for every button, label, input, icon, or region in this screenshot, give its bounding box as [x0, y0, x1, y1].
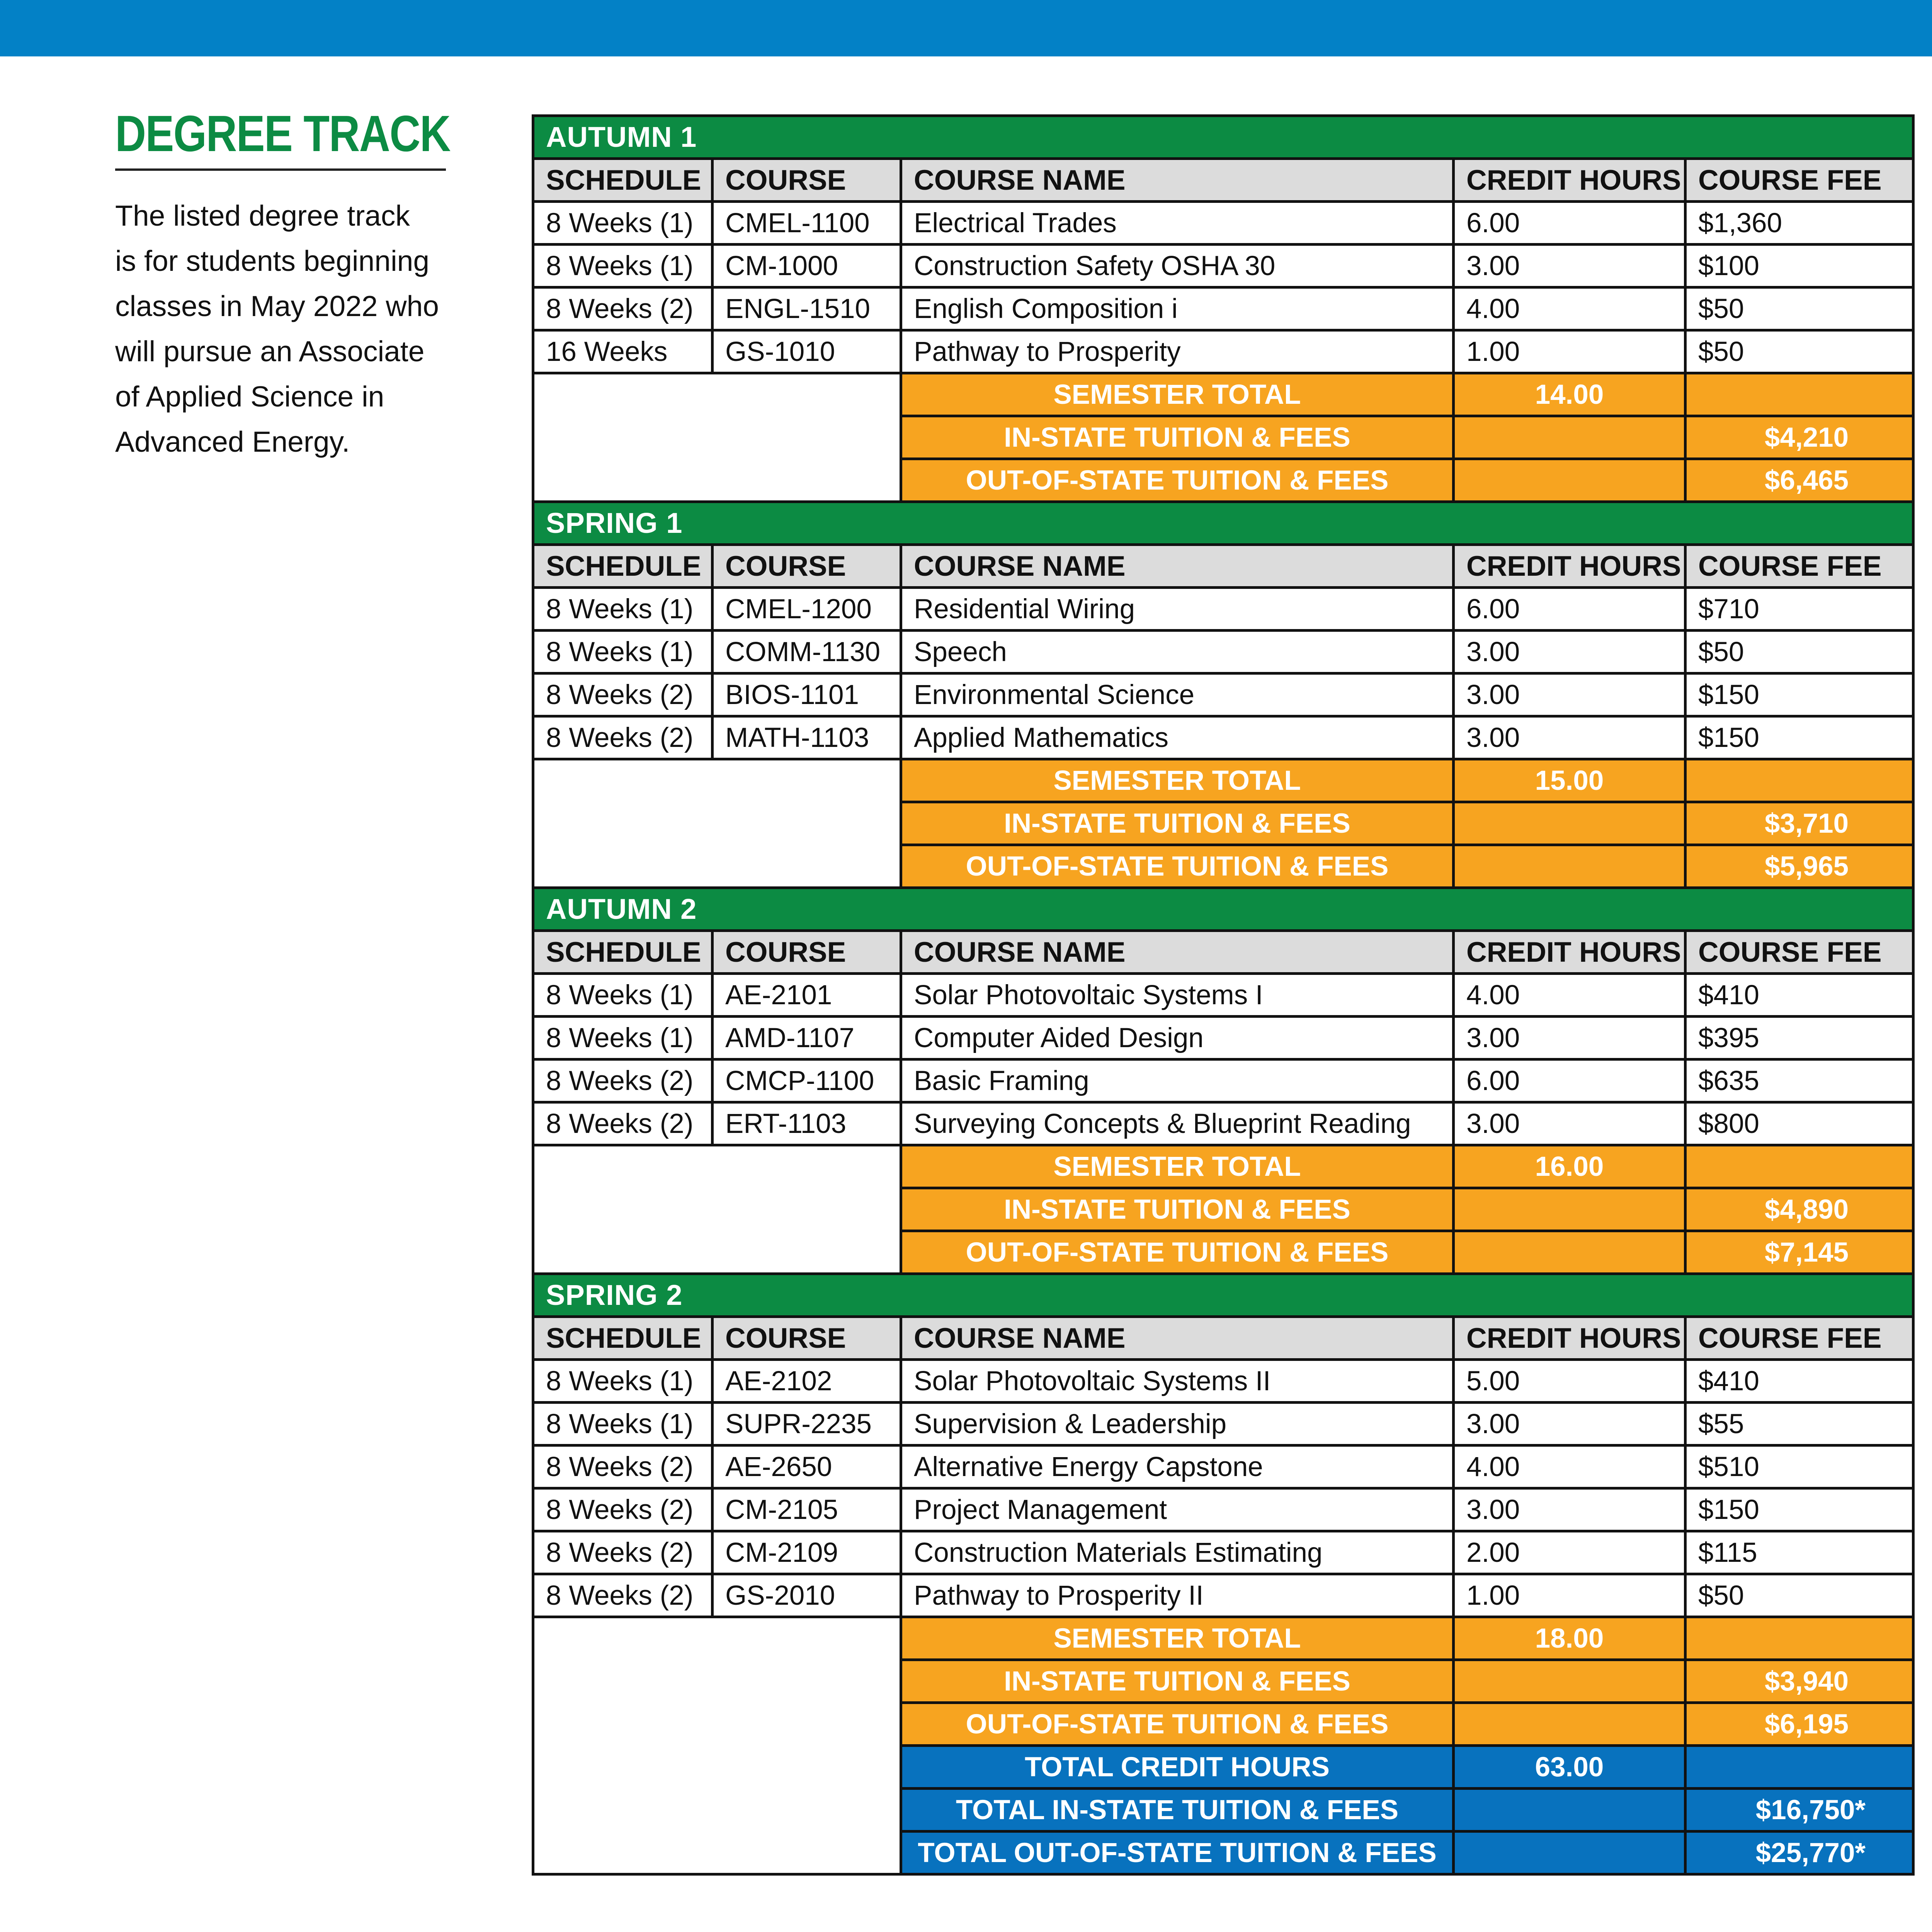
course-name-cell: English Composition i — [901, 287, 1454, 330]
course-code-cell: SUPR-2235 — [713, 1403, 901, 1446]
total-in-state-hours-empty — [1454, 1789, 1685, 1832]
table-row — [533, 1060, 1913, 1102]
intro-line: of Applied Science in — [115, 380, 384, 413]
col-header-course: COURSE — [713, 1317, 901, 1360]
out-state-label: OUT-OF-STATE TUITION & FEES — [901, 459, 1454, 502]
course-name-cell: Pathway to Prosperity II — [901, 1574, 1454, 1617]
schedule-cell: 8 Weeks (1) — [533, 974, 713, 1017]
col-header-course-name: COURSE NAME — [901, 545, 1454, 588]
credit-hours-cell: 2.00 — [1454, 1531, 1685, 1574]
semester-total-row — [533, 759, 1913, 802]
out-state-hours-empty — [1454, 845, 1685, 888]
semester-header-row — [533, 888, 1913, 931]
total-in-state-amount: $16,750* — [1685, 1789, 1913, 1832]
column-header-row — [533, 1317, 1913, 1360]
course-name-cell: Applied Mathematics — [901, 716, 1454, 759]
course-fee-cell: $410 — [1685, 974, 1913, 1017]
schedule-cell: 8 Weeks (2) — [533, 1102, 713, 1145]
course-code-cell: CMEL-1100 — [713, 202, 901, 245]
credit-hours-cell: 3.00 — [1454, 673, 1685, 716]
col-header-schedule: SCHEDULE — [533, 545, 713, 588]
in-state-hours-empty — [1454, 1188, 1685, 1231]
in-state-hours-empty — [1454, 416, 1685, 459]
course-name-cell: Speech — [901, 631, 1454, 673]
course-code-cell: CMEL-1200 — [713, 588, 901, 631]
in-state-label: IN-STATE TUITION & FEES — [901, 802, 1454, 845]
credit-hours-cell: 3.00 — [1454, 1488, 1685, 1531]
semester-total-label: SEMESTER TOTAL — [901, 373, 1454, 416]
credit-hours-cell: 6.00 — [1454, 588, 1685, 631]
col-header-course: COURSE — [713, 931, 901, 974]
intro-line: Advanced Energy. — [115, 425, 350, 458]
semester-total-hours: 16.00 — [1454, 1145, 1685, 1188]
table-row — [533, 1403, 1913, 1446]
col-header-course: COURSE — [713, 545, 901, 588]
credit-hours-cell: 3.00 — [1454, 245, 1685, 287]
schedule-cell: 8 Weeks (1) — [533, 1017, 713, 1060]
credit-hours-cell: 3.00 — [1454, 1017, 1685, 1060]
intro-line: is for students beginning — [115, 245, 430, 277]
course-fee-cell: $150 — [1685, 673, 1913, 716]
course-name-cell: Alternative Energy Capstone — [901, 1446, 1454, 1488]
page-title: DEGREE TRACK — [115, 105, 450, 162]
course-name-cell: Pathway to Prosperity — [901, 330, 1454, 373]
col-header-schedule: SCHEDULE — [533, 931, 713, 974]
course-fee-cell: $410 — [1685, 1360, 1913, 1403]
credit-hours-cell: 4.00 — [1454, 1446, 1685, 1488]
in-state-label: IN-STATE TUITION & FEES — [901, 416, 1454, 459]
course-name-cell: Basic Framing — [901, 1060, 1454, 1102]
column-header-row — [533, 931, 1913, 974]
schedule-cell: 8 Weeks (2) — [533, 287, 713, 330]
table-row — [533, 1360, 1913, 1403]
total-out-state-amount: $25,770* — [1685, 1832, 1913, 1874]
col-header-credit-hours: CREDIT HOURS — [1454, 931, 1685, 974]
semester-total-fee-empty — [1685, 759, 1913, 802]
semester-total-row — [533, 1617, 1913, 1660]
credit-hours-cell: 6.00 — [1454, 202, 1685, 245]
col-header-course-fee: COURSE FEE — [1685, 1317, 1913, 1360]
schedule-cell: 8 Weeks (2) — [533, 716, 713, 759]
out-state-hours-empty — [1454, 1703, 1685, 1746]
total-credit-label: TOTAL CREDIT HOURS — [901, 1746, 1454, 1789]
schedule-cell: 8 Weeks (1) — [533, 1360, 713, 1403]
course-fee-cell: $50 — [1685, 287, 1913, 330]
course-name-cell: Residential Wiring — [901, 588, 1454, 631]
course-name-cell: Project Management — [901, 1488, 1454, 1531]
semester-total-label: SEMESTER TOTAL — [901, 1145, 1454, 1188]
semester-total-label: SEMESTER TOTAL — [901, 1617, 1454, 1660]
course-fee-cell: $635 — [1685, 1060, 1913, 1102]
in-state-hours-empty — [1454, 802, 1685, 845]
blank-area — [533, 373, 901, 502]
course-fee-cell: $115 — [1685, 1531, 1913, 1574]
course-fee-cell: $1,360 — [1685, 202, 1913, 245]
schedule-cell: 8 Weeks (2) — [533, 1531, 713, 1574]
column-header-row — [533, 159, 1913, 202]
course-name-cell: Surveying Concepts & Blueprint Reading — [901, 1102, 1454, 1145]
credit-hours-cell: 1.00 — [1454, 330, 1685, 373]
schedule-cell: 8 Weeks (2) — [533, 1488, 713, 1531]
course-fee-cell: $710 — [1685, 588, 1913, 631]
semester-name: AUTUMN 1 — [533, 116, 1913, 159]
table-row — [533, 631, 1913, 673]
table-row — [533, 245, 1913, 287]
col-header-course-fee: COURSE FEE — [1685, 931, 1913, 974]
table-row — [533, 974, 1913, 1017]
intro-text — [115, 193, 486, 464]
table-row — [533, 1531, 1913, 1574]
blank-area — [533, 1617, 901, 1874]
intro-line: The listed degree track — [115, 199, 410, 232]
semester-total-hours: 14.00 — [1454, 373, 1685, 416]
course-code-cell: GS-1010 — [713, 330, 901, 373]
total-credit-hours: 63.00 — [1454, 1746, 1685, 1789]
col-header-course-fee: COURSE FEE — [1685, 545, 1913, 588]
intro-line: classes in May 2022 who — [115, 290, 439, 322]
out-state-amount: $7,145 — [1685, 1231, 1913, 1274]
blank-area — [533, 759, 901, 888]
credit-hours-cell: 1.00 — [1454, 1574, 1685, 1617]
total-out-state-label: TOTAL OUT-OF-STATE TUITION & FEES — [901, 1832, 1454, 1874]
table-row — [533, 1446, 1913, 1488]
course-name-cell: Environmental Science — [901, 673, 1454, 716]
semester-header-row — [533, 116, 1913, 159]
col-header-credit-hours: CREDIT HOURS — [1454, 1317, 1685, 1360]
course-code-cell: CM-1000 — [713, 245, 901, 287]
total-credit-fee-empty — [1685, 1746, 1913, 1789]
schedule-cell: 8 Weeks (2) — [533, 1446, 713, 1488]
course-fee-cell: $395 — [1685, 1017, 1913, 1060]
table-row — [533, 287, 1913, 330]
schedule-cell: 8 Weeks (2) — [533, 1060, 713, 1102]
col-header-course: COURSE — [713, 159, 901, 202]
table-row — [533, 1017, 1913, 1060]
credit-hours-cell: 4.00 — [1454, 287, 1685, 330]
semester-name: SPRING 2 — [533, 1274, 1913, 1317]
course-code-cell: COMM-1130 — [713, 631, 901, 673]
course-code-cell: CMCP-1100 — [713, 1060, 901, 1102]
table-row — [533, 1102, 1913, 1145]
in-state-amount: $3,940 — [1685, 1660, 1913, 1703]
col-header-course-name: COURSE NAME — [901, 931, 1454, 974]
course-name-cell: Solar Photovoltaic Systems II — [901, 1360, 1454, 1403]
semester-header-row — [533, 1274, 1913, 1317]
semester-total-fee-empty — [1685, 1145, 1913, 1188]
semester-total-fee-empty — [1685, 1617, 1913, 1660]
course-code-cell: GS-2010 — [713, 1574, 901, 1617]
course-code-cell: CM-2109 — [713, 1531, 901, 1574]
semester-total-hours: 18.00 — [1454, 1617, 1685, 1660]
course-name-cell: Supervision & Leadership — [901, 1403, 1454, 1446]
course-code-cell: BIOS-1101 — [713, 673, 901, 716]
out-state-label: OUT-OF-STATE TUITION & FEES — [901, 1231, 1454, 1274]
semester-total-label: SEMESTER TOTAL — [901, 759, 1454, 802]
blank-area — [533, 1145, 901, 1274]
schedule-cell: 8 Weeks (1) — [533, 631, 713, 673]
course-fee-cell: $50 — [1685, 631, 1913, 673]
course-fee-cell: $100 — [1685, 245, 1913, 287]
semester-header-row — [533, 502, 1913, 545]
out-state-label: OUT-OF-STATE TUITION & FEES — [901, 1703, 1454, 1746]
out-state-hours-empty — [1454, 1231, 1685, 1274]
course-fee-cell: $150 — [1685, 716, 1913, 759]
out-state-amount: $6,465 — [1685, 459, 1913, 502]
schedule-cell: 8 Weeks (1) — [533, 202, 713, 245]
col-header-credit-hours: CREDIT HOURS — [1454, 545, 1685, 588]
in-state-hours-empty — [1454, 1660, 1685, 1703]
table-row — [533, 330, 1913, 373]
course-fee-cell: $800 — [1685, 1102, 1913, 1145]
credit-hours-cell: 6.00 — [1454, 1060, 1685, 1102]
course-code-cell: ERT-1103 — [713, 1102, 901, 1145]
course-code-cell: ENGL-1510 — [713, 287, 901, 330]
degree-track-table — [532, 114, 1915, 1876]
course-name-cell: Computer Aided Design — [901, 1017, 1454, 1060]
schedule-cell: 8 Weeks (2) — [533, 673, 713, 716]
course-name-cell: Solar Photovoltaic Systems I — [901, 974, 1454, 1017]
course-name-cell: Construction Safety OSHA 30 — [901, 245, 1454, 287]
in-state-label: IN-STATE TUITION & FEES — [901, 1660, 1454, 1703]
course-code-cell: AE-2101 — [713, 974, 901, 1017]
credit-hours-cell: 3.00 — [1454, 631, 1685, 673]
in-state-amount: $4,210 — [1685, 416, 1913, 459]
out-state-hours-empty — [1454, 459, 1685, 502]
credit-hours-cell: 3.00 — [1454, 1102, 1685, 1145]
course-fee-cell: $55 — [1685, 1403, 1913, 1446]
column-header-row — [533, 545, 1913, 588]
semester-name: SPRING 1 — [533, 502, 1913, 545]
table-row — [533, 1574, 1913, 1617]
out-state-amount: $6,195 — [1685, 1703, 1913, 1746]
schedule-cell: 8 Weeks (1) — [533, 1403, 713, 1446]
semester-total-row — [533, 373, 1913, 416]
course-code-cell: AE-2102 — [713, 1360, 901, 1403]
credit-hours-cell: 3.00 — [1454, 1403, 1685, 1446]
course-fee-cell: $50 — [1685, 1574, 1913, 1617]
table-row — [533, 673, 1913, 716]
in-state-label: IN-STATE TUITION & FEES — [901, 1188, 1454, 1231]
out-state-amount: $5,965 — [1685, 845, 1913, 888]
course-code-cell: CM-2105 — [713, 1488, 901, 1531]
course-name-cell: Construction Materials Estimating — [901, 1531, 1454, 1574]
col-header-schedule: SCHEDULE — [533, 159, 713, 202]
table-row — [533, 716, 1913, 759]
schedule-cell: 16 Weeks — [533, 330, 713, 373]
intro-line: will pursue an Associate — [115, 335, 425, 367]
col-header-course-name: COURSE NAME — [901, 159, 1454, 202]
course-code-cell: AE-2650 — [713, 1446, 901, 1488]
course-fee-cell: $510 — [1685, 1446, 1913, 1488]
semester-total-fee-empty — [1685, 373, 1913, 416]
in-state-amount: $3,710 — [1685, 802, 1913, 845]
credit-hours-cell: 5.00 — [1454, 1360, 1685, 1403]
credit-hours-cell: 3.00 — [1454, 716, 1685, 759]
table-row — [533, 1488, 1913, 1531]
course-fee-cell: $150 — [1685, 1488, 1913, 1531]
semester-name: AUTUMN 2 — [533, 888, 1913, 931]
course-name-cell: Electrical Trades — [901, 202, 1454, 245]
course-fee-cell: $50 — [1685, 330, 1913, 373]
semester-total-hours: 15.00 — [1454, 759, 1685, 802]
title-divider — [115, 168, 446, 171]
in-state-amount: $4,890 — [1685, 1188, 1913, 1231]
semester-total-row — [533, 1145, 1913, 1188]
top-banner — [0, 0, 1932, 56]
schedule-cell: 8 Weeks (2) — [533, 1574, 713, 1617]
total-in-state-label: TOTAL IN-STATE TUITION & FEES — [901, 1789, 1454, 1832]
total-out-state-hours-empty — [1454, 1832, 1685, 1874]
table-row — [533, 588, 1913, 631]
course-code-cell: MATH-1103 — [713, 716, 901, 759]
out-state-label: OUT-OF-STATE TUITION & FEES — [901, 845, 1454, 888]
credit-hours-cell: 4.00 — [1454, 974, 1685, 1017]
table-row — [533, 202, 1913, 245]
col-header-course-name: COURSE NAME — [901, 1317, 1454, 1360]
col-header-course-fee: COURSE FEE — [1685, 159, 1913, 202]
col-header-schedule: SCHEDULE — [533, 1317, 713, 1360]
col-header-credit-hours: CREDIT HOURS — [1454, 159, 1685, 202]
course-code-cell: AMD-1107 — [713, 1017, 901, 1060]
schedule-cell: 8 Weeks (1) — [533, 588, 713, 631]
schedule-cell: 8 Weeks (1) — [533, 245, 713, 287]
